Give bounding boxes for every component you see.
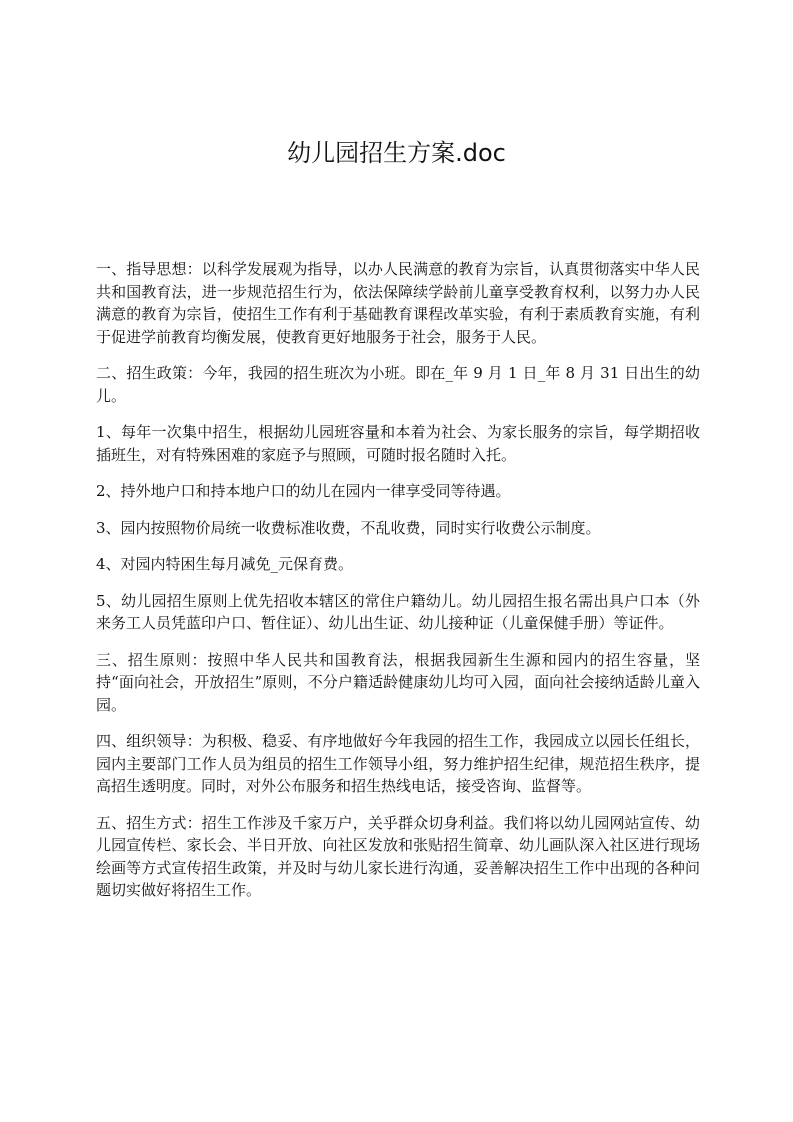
paragraph-policy-item-1: 1、每年一次集中招生，根据幼儿园班容量和本着为社会、为家长服务的宗旨，每学期招收插班生，对有特殊困难的家庭予与照顾，可随时报名随时入托。 bbox=[96, 423, 700, 464]
paragraph-guiding-ideology: 一、指导思想：以科学发展观为指导，以办人民满意的教育为宗旨，认真贯彻落实中华人民共和国教育法，进一步规范招生行为，依法保障续学龄前儿童享受教育权利，以努力办人民满意的教育为宗旨，使招生工作有利于基础教育课程改革实验，有利于素质教育实施，有利于促进学前教育均衡发展，使教育更好地服务于社会，服务于人民。 bbox=[96, 260, 700, 346]
paragraph-organization-leadership: 四、组织领导：为积极、稳妥、有序地做好今年我园的招生工作，我园成立以园长任组长，园内主要部门工作人员为组员的招生工作领导小组，努力维护招生纪律，规范招生秩序，提高招生透明度。同时，对外公布服务和招生热线电话，接受咨询、监督等。 bbox=[96, 732, 700, 795]
paragraph-policy-item-4: 4、对园内特困生每月减免_元保育费。 bbox=[96, 555, 354, 573]
paragraph-policy-item-2: 2、持外地户口和持本地户口的幼儿在园内一律享受同等待遇。 bbox=[96, 482, 511, 500]
paragraph-policy-item-3: 3、园内按照物价局统一收费标准收费，不乱收费，同时实行收费公示制度。 bbox=[96, 518, 601, 537]
document-body bbox=[96, 258, 700, 916]
paragraph-policy-item-5: 5、幼儿园招生原则上优先招收本辖区的常住户籍幼儿。幼儿园招生报名需出具户口本（外来务工人员凭蓝印户口、暂住证）、幼儿出生证、幼儿接种证（儿童保健手册）等证件。 bbox=[96, 591, 700, 632]
paragraph-enrollment-methods: 五、招生方式：招生工作涉及千家万户，关乎群众切身利益。我们将以幼儿园网站宣传、幼儿园宣传栏、家长会、半日开放、向社区发放和张贴招生简章、幼儿画队深入社区进行现场绘画等方式宣传招生政策，并及时与幼儿家长进行沟通，妥善解决招生工作中出现的各种问题切实做好将招生工作。 bbox=[96, 813, 700, 899]
document-title: 幼儿园招生方案.doc bbox=[287, 139, 506, 167]
paragraph-enrollment-policy: 二、招生政策：今年，我园的招生班次为小班。即在_年 9 月 1 日_年 8 月 31 日出生的幼儿。 bbox=[96, 364, 700, 405]
paragraph-enrollment-principles: 三、招生原则：按照中华人民共和国教育法，根据我园新生生源和园内的招生容量，坚持“面向社会，开放招生”原则，不分户籍适龄健康幼儿均可入园，面向社会接纳适龄儿童入园。 bbox=[96, 650, 700, 714]
